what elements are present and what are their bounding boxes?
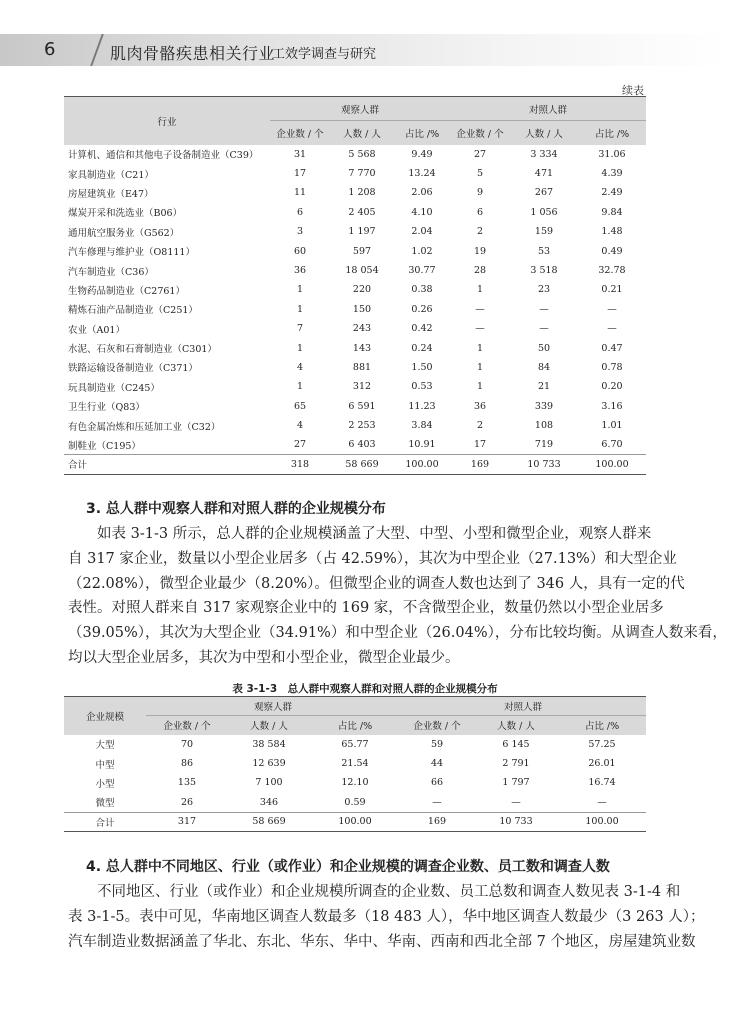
table-cell: 1 197 xyxy=(348,226,376,238)
table-cell: 36 xyxy=(293,265,307,277)
table-cell: 50 xyxy=(537,342,551,354)
paragraph-line: 自 317 家企业，数量以小型企业居多（占 42.59%），其次为中型企业（27.13%）和大型企业 xyxy=(68,550,677,567)
row-label: 通用航空服务业（G562） xyxy=(68,227,180,239)
table-cell: 0.42 xyxy=(411,323,433,335)
table-cell: 6 xyxy=(476,206,484,218)
row-label: 大型 xyxy=(95,740,115,752)
table-row xyxy=(64,145,646,164)
table-cell: — xyxy=(539,323,549,335)
table-cell: 2 xyxy=(476,420,484,432)
table-cell: 32.78 xyxy=(598,265,626,277)
table-row xyxy=(64,358,646,377)
table-cell: 4 xyxy=(296,361,304,373)
table-cell: 1.02 xyxy=(411,245,433,257)
control-group-header: 对照人群 xyxy=(450,97,646,121)
table-cell: 23 xyxy=(537,284,551,296)
table-cell: 18 054 xyxy=(345,265,379,277)
total-row xyxy=(64,812,646,831)
table-cell: 312 xyxy=(352,381,372,393)
table-cell: 59 xyxy=(430,738,444,750)
table-cell: 9 xyxy=(476,187,484,199)
total-cell: 10 733 xyxy=(510,455,578,474)
paragraph-line: 不同地区、行业（或作业）和企业规模所调查的企业数、员工总数和调查人数见表 3-1-4 和 xyxy=(97,884,681,900)
table-caption: 表 3-1-3 总人群中观察人群和对照人群的企业规模分布 xyxy=(232,683,498,695)
col-header: 占比 /% xyxy=(394,121,450,145)
table-cell: 60 xyxy=(293,245,307,257)
observed-group-header: 观察人群 xyxy=(146,697,400,716)
table-cell: 2.06 xyxy=(411,187,433,199)
table-cell: 1 797 xyxy=(502,777,530,789)
table-cell: 1 xyxy=(296,342,304,354)
col-header: 占比 /% xyxy=(558,716,646,735)
col-header: 占比 /% xyxy=(310,716,400,735)
table-row xyxy=(64,241,646,260)
total-cell: 58 669 xyxy=(228,812,310,831)
table-cell: 21 xyxy=(537,381,551,393)
table-cell: 1.01 xyxy=(601,420,623,432)
page-number: 6 xyxy=(44,39,56,60)
table-cell: 0.20 xyxy=(601,381,623,393)
table-cell: — xyxy=(607,303,617,315)
table-cell: 2 xyxy=(476,226,484,238)
row-label: 汽车制造业（C36） xyxy=(68,266,154,278)
row-label: 家具制造业（C21） xyxy=(68,169,154,181)
industry-table xyxy=(64,96,646,475)
table-cell: 13.24 xyxy=(408,168,436,180)
table-cell: 0.78 xyxy=(601,361,623,373)
table-cell: 70 xyxy=(180,738,194,750)
table-cell: 243 xyxy=(352,323,372,335)
table-row xyxy=(64,164,646,183)
row-label: 水泥、石灰和石膏制造业（C301） xyxy=(68,344,217,356)
table-cell: 3 xyxy=(296,226,304,238)
table-cell: 65 xyxy=(293,400,307,412)
control-group-header: 对照人群 xyxy=(400,697,646,716)
paragraph-line: 表 3-1-5。表中可见，华南地区调查人数最多（18 483 人），华中地区调查人数最少（3 263 人）； xyxy=(68,908,705,925)
row-label: 玩具制造业（C245） xyxy=(68,382,160,394)
paragraph-line: 汽车制造业数据涵盖了华北、东北、华东、华中、华南、西南和西北全部 7 个地区，房屋建筑业数 xyxy=(68,933,696,950)
row-label: 小型 xyxy=(95,778,115,790)
table-cell: 6 591 xyxy=(348,400,376,412)
table-cell: 38 584 xyxy=(252,738,286,750)
table-cell: 150 xyxy=(352,303,372,315)
row-label: 房屋建筑业（E47） xyxy=(68,188,154,200)
table-cell: 2.04 xyxy=(411,226,433,238)
total-cell: 100.00 xyxy=(578,455,646,474)
observed-group-header: 观察人群 xyxy=(270,97,450,121)
table-cell: 0.53 xyxy=(411,381,433,393)
table-cell: 6.70 xyxy=(601,439,623,451)
table-cell: 1 208 xyxy=(348,187,376,199)
table-cell: 3 334 xyxy=(530,148,558,160)
running-header xyxy=(0,34,730,66)
table-cell: 66 xyxy=(430,777,444,789)
table-row xyxy=(64,261,646,280)
col-header: 人数 / 人 xyxy=(510,121,578,145)
table-cell: 3.84 xyxy=(411,420,433,432)
table-cell: 31.06 xyxy=(598,148,626,160)
table-row xyxy=(64,416,646,435)
table-cell: 0.38 xyxy=(411,284,433,296)
table-row xyxy=(64,773,646,792)
col-header: 企业数 / 个 xyxy=(450,121,510,145)
table-cell: — xyxy=(432,796,442,808)
table-cell: 17 xyxy=(473,439,487,451)
col-header: 人数 / 人 xyxy=(228,716,310,735)
table-cell: 0.59 xyxy=(344,796,366,808)
table-cell: 2 405 xyxy=(348,206,376,218)
table-cell: 1.48 xyxy=(601,226,623,238)
table-row xyxy=(64,397,646,416)
table-cell: 28 xyxy=(473,265,487,277)
total-cell: 169 xyxy=(400,812,474,831)
table-cell: 12.10 xyxy=(341,777,369,789)
row-label: 精炼石油产品制造业（C251） xyxy=(68,305,198,317)
table-cell: 26 xyxy=(180,796,194,808)
table-cell: 1 xyxy=(296,284,304,296)
col-header: 人数 / 人 xyxy=(474,716,558,735)
table-row xyxy=(64,203,646,222)
table-cell: 4.39 xyxy=(601,168,623,180)
table-cell: 2 791 xyxy=(502,758,530,770)
paragraph-line: 表性。对照人群来自 317 家观察企业中的 169 家，不含微型企业，数量仍然以小型企业居多 xyxy=(68,600,664,617)
row-label: 农业（A01） xyxy=(68,324,125,336)
table-cell: 597 xyxy=(352,245,372,257)
table-row xyxy=(64,435,646,454)
table-cell: 1 xyxy=(296,303,304,315)
table-cell: 2 253 xyxy=(348,420,376,432)
table-cell: — xyxy=(475,323,485,335)
row-label: 计算机、通信和其他电子设备制造业（C39） xyxy=(68,150,259,162)
table-cell: 7 xyxy=(296,323,304,335)
row-label: 制鞋业（C195） xyxy=(68,440,141,452)
table-cell: 9.49 xyxy=(411,148,433,160)
total-cell: 58 669 xyxy=(330,455,394,474)
table-cell: 0.26 xyxy=(411,303,433,315)
table-row xyxy=(64,300,646,319)
total-cell: 100.00 xyxy=(558,812,646,831)
section-3-heading: 3. 总人群中观察人群和对照人群的企业规模分布 xyxy=(86,501,386,517)
industry-header: 行业 xyxy=(64,97,270,145)
table-cell: 16.74 xyxy=(588,777,616,789)
paragraph-line: （39.05%），其次为大型企业（34.91%）和中型企业（26.04%），分布比较均衡。从调查人数来看， xyxy=(68,625,727,642)
book-title: 肌肉骨骼疾患相关行业 xyxy=(110,44,276,63)
table-cell: 27 xyxy=(473,148,487,160)
table-cell: 53 xyxy=(537,245,551,257)
table-cell: 27 xyxy=(293,439,307,451)
table-cell: 5 568 xyxy=(348,148,376,160)
row-label: 铁路运输设备制造业（C371） xyxy=(68,363,198,375)
total-cell: 169 xyxy=(450,455,510,474)
table-cell: 86 xyxy=(180,758,194,770)
row-label: 汽车修理与维护业（O8111） xyxy=(68,247,195,259)
total-label: 合计 xyxy=(64,812,146,831)
table-cell: 10.91 xyxy=(408,439,436,451)
table-cell: 881 xyxy=(352,361,372,373)
total-cell: 317 xyxy=(146,812,228,831)
table-row xyxy=(64,793,646,812)
col-header: 企业数 / 个 xyxy=(146,716,228,735)
col-header: 占比 /% xyxy=(578,121,646,145)
table-cell: — xyxy=(597,796,607,808)
book-subtitle: 工效学调查与研究 xyxy=(272,47,377,62)
table-cell: 159 xyxy=(534,226,554,238)
col-header: 企业数 / 个 xyxy=(270,121,330,145)
table-cell: 1 056 xyxy=(530,206,558,218)
total-label: 合计 xyxy=(64,455,270,474)
section-4-paragraph xyxy=(68,880,705,954)
row-label: 煤炭开采和洗选业（B06） xyxy=(68,208,183,220)
table-cell: 6 403 xyxy=(348,439,376,451)
table-cell: 65.77 xyxy=(341,738,369,750)
table-cell: 11.23 xyxy=(408,400,436,412)
table-cell: 1 xyxy=(476,342,484,354)
table-cell: 19 xyxy=(473,245,487,257)
table-cell: 1 xyxy=(476,361,484,373)
table-cell: 44 xyxy=(430,758,444,770)
table-cell: 6 xyxy=(296,206,304,218)
table-cell: — xyxy=(539,303,549,315)
table-cell: 0.49 xyxy=(601,245,623,257)
row-label: 有色金属冶炼和压延加工业（C32） xyxy=(68,421,221,433)
col-header: 企业数 / 个 xyxy=(400,716,474,735)
table-cell: 108 xyxy=(534,420,554,432)
row-label: 卫生行业（Q83） xyxy=(68,402,145,414)
col-header: 人数 / 人 xyxy=(330,121,394,145)
table-cell: 3 518 xyxy=(530,265,558,277)
table-row xyxy=(64,338,646,357)
table-cell: — xyxy=(511,796,521,808)
table-cell: 1 xyxy=(296,381,304,393)
table-cell: 36 xyxy=(473,400,487,412)
table-cell: 0.24 xyxy=(411,342,433,354)
table-row xyxy=(64,754,646,773)
table-row xyxy=(64,222,646,241)
table-cell: 339 xyxy=(534,400,554,412)
section-3-paragraph xyxy=(68,522,727,671)
table-cell: 1 xyxy=(476,284,484,296)
table-cell: 12 639 xyxy=(252,758,286,770)
total-cell: 100.00 xyxy=(310,812,400,831)
enterprise-size-table xyxy=(64,696,646,832)
paragraph-line: 均以大型企业居多，其次为中型和小型企业，微型企业最少。 xyxy=(68,649,460,666)
table-cell: 84 xyxy=(537,361,551,373)
table-cell: 1.50 xyxy=(411,361,433,373)
table-cell: 57.25 xyxy=(588,738,616,750)
table-cell: 2.49 xyxy=(601,187,623,199)
table-row xyxy=(64,183,646,202)
total-cell: 318 xyxy=(270,455,330,474)
total-cell: 100.00 xyxy=(394,455,450,474)
table-cell: 1 xyxy=(476,381,484,393)
table-row xyxy=(64,377,646,396)
table-cell: 30.77 xyxy=(408,265,436,277)
table-cell: 11 xyxy=(293,187,307,199)
table-cell: 7 100 xyxy=(255,777,283,789)
size-header: 企业规模 xyxy=(64,697,146,735)
row-label: 中型 xyxy=(95,759,115,771)
table-cell: 0.21 xyxy=(601,284,623,296)
paragraph-line: （22.08%），微型企业最少（8.20%）。但微型企业的调查人数也达到了 346 人，具有一定的代 xyxy=(68,575,685,592)
table-row xyxy=(64,280,646,299)
row-label: 微型 xyxy=(95,798,115,810)
section-4-heading: 4. 总人群中不同地区、行业（或作业）和企业规模的调查企业数、员工数和调查人数 xyxy=(86,859,610,875)
table-cell: 6 145 xyxy=(502,738,530,750)
table-cell: 26.01 xyxy=(588,758,616,770)
table-cell: 346 xyxy=(259,796,279,808)
table-cell: 719 xyxy=(534,439,554,451)
table-row xyxy=(64,319,646,338)
table-cell: 267 xyxy=(534,187,554,199)
table-cell: 471 xyxy=(534,168,554,180)
table-cell: 5 xyxy=(476,168,484,180)
table-cell: 135 xyxy=(177,777,197,789)
table-cell: 21.54 xyxy=(341,758,369,770)
table-row xyxy=(64,735,646,754)
table-cell: 4.10 xyxy=(411,206,433,218)
table-cell: 3.16 xyxy=(601,400,623,412)
table-cell: 9.84 xyxy=(601,206,623,218)
table-cell: 17 xyxy=(293,168,307,180)
table-cell: 4 xyxy=(296,420,304,432)
table-cell: 143 xyxy=(352,342,372,354)
table-cell: 220 xyxy=(352,284,372,296)
table-cell: 7 770 xyxy=(348,168,376,180)
continued-label: 续表 xyxy=(622,84,644,97)
table-cell: 0.47 xyxy=(601,342,623,354)
total-row xyxy=(64,455,646,474)
table-cell: — xyxy=(607,323,617,335)
row-label: 生物药品制造业（C2761） xyxy=(68,285,185,297)
table-cell: — xyxy=(475,303,485,315)
table-cell: 31 xyxy=(293,148,307,160)
total-cell: 10 733 xyxy=(474,812,558,831)
paragraph-line: 如表 3-1-3 所示，总人群的企业规模涵盖了大型、中型、小型和微型企业，观察人群来 xyxy=(97,526,652,542)
